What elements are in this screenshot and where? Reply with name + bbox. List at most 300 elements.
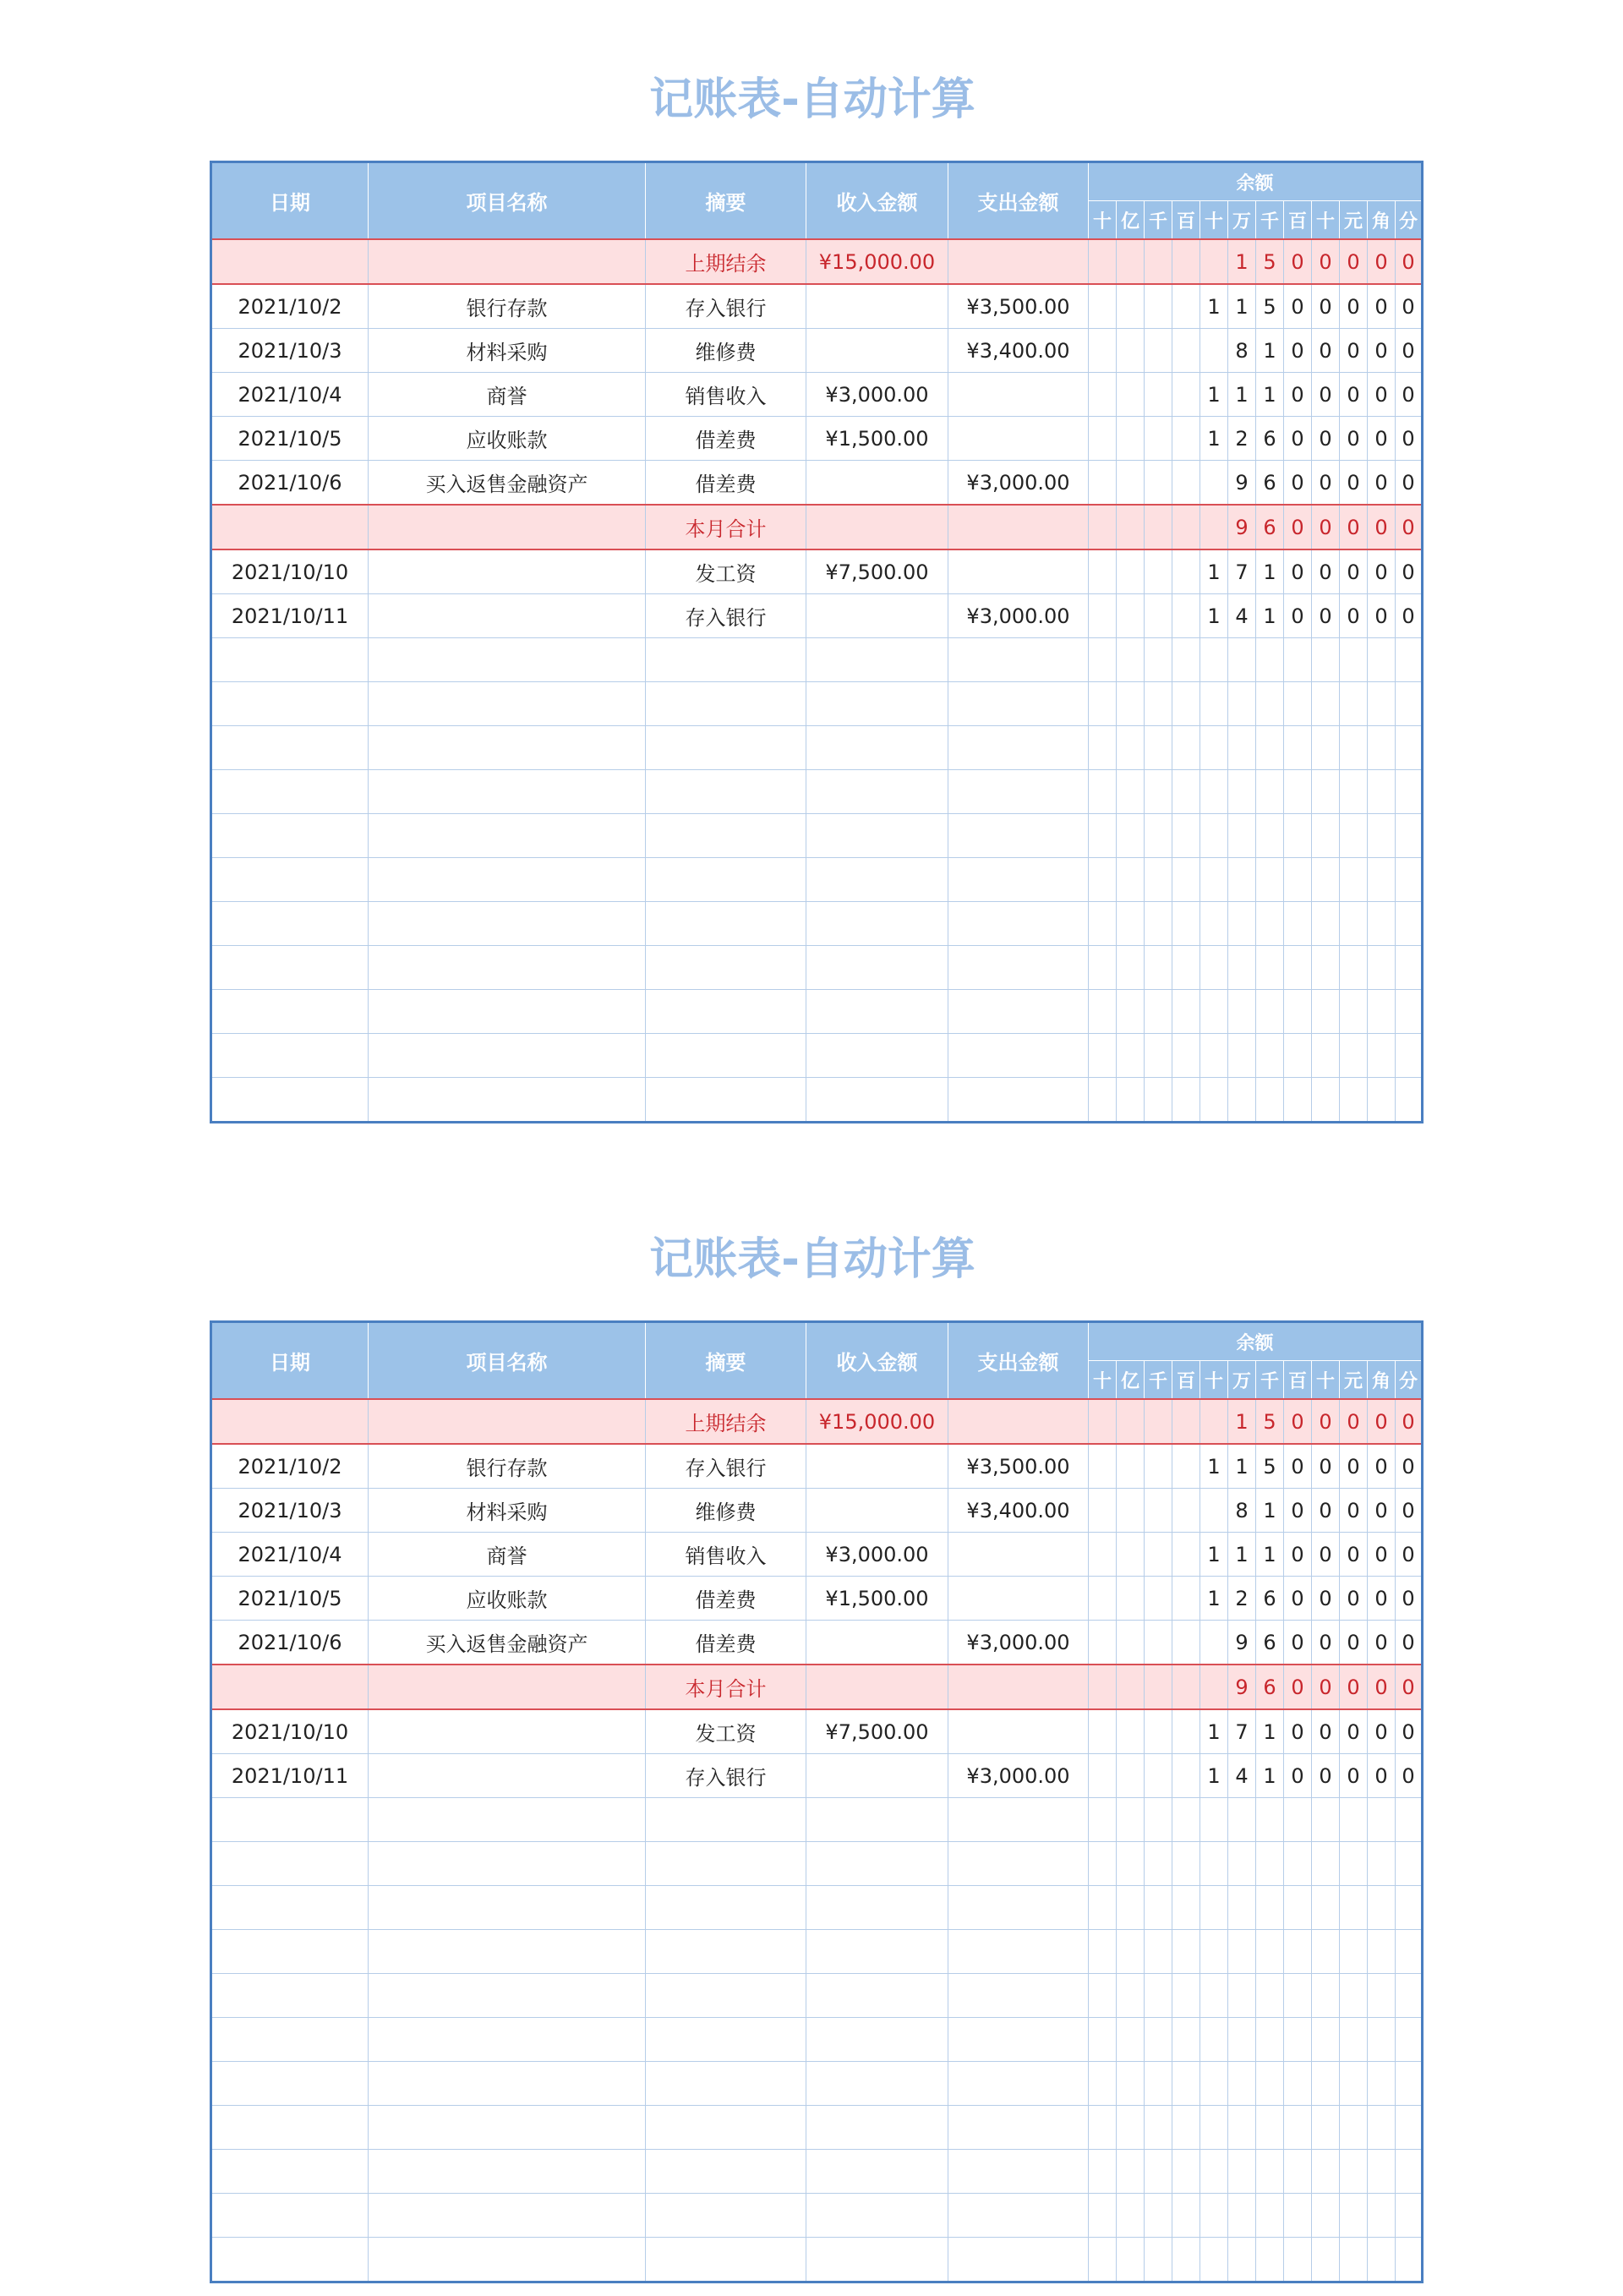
empty-cell [1145,946,1172,990]
cell-balance-digit: 1 [1200,284,1228,329]
empty-cell [1089,858,1117,902]
cell-balance-digit [1117,1621,1145,1665]
empty-cell [1172,1798,1200,1842]
empty-cell [1368,2062,1396,2106]
cell-balance-digit [1089,549,1117,594]
empty-cell [646,1974,806,2018]
cell-item [369,1709,646,1754]
empty-cell [1256,2106,1284,2150]
empty-cell [211,946,369,990]
cell-summary: 上期结余 [646,1399,806,1444]
empty-cell [948,2194,1089,2238]
cell-balance-digit: 1 [1256,1489,1284,1533]
cell-balance-digit: 0 [1312,1621,1340,1665]
cell-item: 买入返售金融资产 [369,461,646,506]
cell-balance-digit [1117,417,1145,461]
cell-balance-digit: 1 [1228,1533,1256,1577]
empty-cell [1089,770,1117,814]
empty-cell [1312,2106,1340,2150]
cell-balance-digit [1172,1444,1200,1489]
empty-cell [369,1974,646,2018]
col-item-header: 项目名称 [369,162,646,240]
empty-cell [1284,1842,1312,1886]
empty-cell [1228,1798,1256,1842]
cell-balance-digit: 0 [1312,505,1340,549]
empty-cell [1312,990,1340,1034]
cell-balance-digit: 0 [1284,594,1312,638]
cell-expense: ¥3,000.00 [948,1621,1089,1665]
table-row [211,594,1423,638]
empty-cell [1340,2106,1368,2150]
empty-cell [646,2018,806,2062]
cell-balance-digit: 0 [1396,1444,1423,1489]
empty-cell [1089,2150,1117,2194]
empty-cell [1312,638,1340,682]
cell-balance-digit [1117,1665,1145,1709]
empty-cell [806,2238,948,2282]
cell-summary: 存入银行 [646,1754,806,1798]
empty-cell [1284,682,1312,726]
empty-row [211,2150,1423,2194]
empty-cell [1312,2150,1340,2194]
cell-income [806,461,948,506]
empty-cell [1117,1842,1145,1886]
cell-balance-digit [1172,1621,1200,1665]
empty-cell [948,990,1089,1034]
empty-cell [369,1930,646,1974]
cell-balance-digit: 0 [1396,1754,1423,1798]
cell-balance-digit: 0 [1284,1621,1312,1665]
empty-cell [646,858,806,902]
empty-cell [1172,1842,1200,1886]
ledger-title: 记账表-自动计算 [649,1234,975,1285]
cell-item [369,594,646,638]
empty-cell [1172,1886,1200,1930]
empty-cell [1172,2062,1200,2106]
table-row [211,1577,1423,1621]
cell-balance-digit: 1 [1256,329,1284,373]
empty-cell [1117,726,1145,770]
empty-cell [806,2018,948,2062]
cell-balance-digit: 1 [1228,1444,1256,1489]
cell-summary: 本月合计 [646,1665,806,1709]
cell-balance-digit [1145,417,1172,461]
cell-summary: 维修费 [646,329,806,373]
table-header [211,162,1423,240]
cell-date [211,239,369,284]
empty-cell [1145,2106,1172,2150]
col-digit-header: 十 [1200,201,1228,240]
cell-balance-digit [1172,1533,1200,1577]
summary-row [211,239,1423,284]
cell-income [806,284,948,329]
cell-income: ¥15,000.00 [806,1399,948,1444]
cell-balance-digit: 0 [1368,1621,1396,1665]
col-expense-header: 支出金额 [948,1322,1089,1400]
col-digit-header: 亿 [1117,1361,1145,1400]
cell-balance-digit [1172,1709,1200,1754]
empty-cell [1368,858,1396,902]
empty-cell [948,946,1089,990]
cell-balance-digit: 0 [1340,1489,1368,1533]
empty-cell [646,1798,806,1842]
empty-cell [211,726,369,770]
empty-cell [1340,2018,1368,2062]
empty-cell [1200,1886,1228,1930]
cell-balance-digit: 0 [1368,1754,1396,1798]
cell-balance-digit [1117,1489,1145,1533]
cell-summary: 销售收入 [646,1533,806,1577]
cell-item [369,1665,646,1709]
cell-balance-digit: 5 [1256,239,1284,284]
cell-balance-digit [1145,284,1172,329]
cell-balance-digit: 7 [1228,549,1256,594]
empty-cell [646,682,806,726]
empty-cell [1312,1842,1340,1886]
empty-cell [1368,1078,1396,1123]
cell-balance-digit [1089,1489,1117,1533]
cell-balance-digit: 0 [1284,1709,1312,1754]
empty-cell [1172,946,1200,990]
cell-balance-digit: 0 [1312,1754,1340,1798]
empty-cell [1228,814,1256,858]
cell-balance-digit: 1 [1200,373,1228,417]
cell-expense [948,1709,1089,1754]
cell-balance-digit: 0 [1368,1533,1396,1577]
empty-cell [1368,1974,1396,2018]
cell-income: ¥15,000.00 [806,239,948,284]
empty-cell [1117,770,1145,814]
cell-balance-digit: 0 [1340,1665,1368,1709]
cell-balance-digit [1089,594,1117,638]
table-row [211,284,1423,329]
empty-cell [806,1974,948,2018]
empty-cell [211,814,369,858]
col-digit-header: 亿 [1117,201,1145,240]
empty-cell [1089,2194,1117,2238]
col-digit-header: 元 [1340,1361,1368,1400]
empty-cell [1172,990,1200,1034]
cell-balance-digit [1089,461,1117,506]
cell-balance-digit: 0 [1284,1399,1312,1444]
cell-income [806,1444,948,1489]
cell-date [211,1399,369,1444]
cell-balance-digit: 0 [1284,1533,1312,1577]
empty-cell [1340,726,1368,770]
cell-balance-digit: 0 [1312,239,1340,284]
cell-balance-digit [1089,1665,1117,1709]
empty-cell [1145,2150,1172,2194]
col-digit-header: 十 [1312,1361,1340,1400]
cell-balance-digit: 0 [1368,417,1396,461]
empty-cell [1117,1930,1145,1974]
cell-balance-digit: 1 [1256,1709,1284,1754]
empty-cell [646,1842,806,1886]
cell-balance-digit: 6 [1256,461,1284,506]
empty-cell [1228,2018,1256,2062]
empty-row [211,2194,1423,2238]
empty-cell [211,2150,369,2194]
empty-cell [1200,1078,1228,1123]
cell-balance-digit: 0 [1284,329,1312,373]
cell-item: 材料采购 [369,329,646,373]
empty-cell [1340,2194,1368,2238]
col-digit-header: 百 [1172,201,1200,240]
empty-cell [1284,1798,1312,1842]
cell-balance-digit: 1 [1228,239,1256,284]
empty-cell [1228,2194,1256,2238]
col-digit-header: 千 [1145,1361,1172,1400]
col-digit-header: 角 [1368,201,1396,240]
cell-balance-digit: 1 [1200,594,1228,638]
empty-cell [646,1034,806,1078]
empty-cell [948,2106,1089,2150]
empty-row [211,1842,1423,1886]
empty-cell [1228,770,1256,814]
empty-cell [1172,814,1200,858]
col-digit-header: 百 [1284,201,1312,240]
empty-cell [1089,1974,1117,2018]
cell-balance-digit: 1 [1200,1577,1228,1621]
cell-balance-digit: 0 [1396,1489,1423,1533]
empty-cell [369,946,646,990]
cell-balance-digit [1117,329,1145,373]
cell-balance-digit: 0 [1340,505,1368,549]
cell-balance-digit: 0 [1312,1665,1340,1709]
cell-balance-digit [1145,594,1172,638]
empty-cell [1340,1034,1368,1078]
empty-cell [948,2062,1089,2106]
cell-balance-digit [1200,1665,1228,1709]
cell-balance-digit: 1 [1200,1754,1228,1798]
empty-cell [806,1798,948,1842]
empty-cell [1396,1034,1423,1078]
cell-balance-digit [1089,1444,1117,1489]
cell-balance-digit [1089,1754,1117,1798]
cell-balance-digit [1117,1709,1145,1754]
empty-cell [1228,2062,1256,2106]
cell-balance-digit: 1 [1200,1533,1228,1577]
empty-cell [1312,902,1340,946]
empty-cell [1284,946,1312,990]
cell-balance-digit: 0 [1396,594,1423,638]
cell-balance-digit: 0 [1368,239,1396,284]
empty-cell [1089,1930,1117,1974]
cell-balance-digit: 0 [1340,1444,1368,1489]
cell-balance-digit [1200,1621,1228,1665]
empty-cell [1145,1974,1172,2018]
cell-balance-digit [1117,1754,1145,1798]
empty-cell [646,2238,806,2282]
empty-cell [1172,2018,1200,2062]
cell-expense: ¥3,000.00 [948,1754,1089,1798]
col-item-header: 项目名称 [369,1322,646,1400]
cell-balance-digit [1117,239,1145,284]
empty-cell [1172,2194,1200,2238]
cell-balance-digit: 6 [1256,1621,1284,1665]
empty-cell [1340,2238,1368,2282]
empty-cell [1396,1886,1423,1930]
cell-item: 商誉 [369,373,646,417]
cell-date: 2021/10/6 [211,461,369,506]
cell-balance-digit: 1 [1200,1444,1228,1489]
empty-cell [1396,2106,1423,2150]
empty-cell [948,1078,1089,1123]
empty-cell [1396,726,1423,770]
cell-balance-digit [1172,1489,1200,1533]
empty-cell [211,1078,369,1123]
cell-item: 银行存款 [369,1444,646,1489]
cell-expense [948,1665,1089,1709]
cell-balance-digit [1089,505,1117,549]
cell-balance-digit: 0 [1368,549,1396,594]
cell-balance-digit: 9 [1228,461,1256,506]
empty-cell [1200,814,1228,858]
cell-balance-digit: 8 [1228,1489,1256,1533]
empty-cell [1145,858,1172,902]
cell-balance-digit: 0 [1284,505,1312,549]
empty-cell [948,1034,1089,1078]
cell-balance-digit [1145,329,1172,373]
cell-balance-digit [1089,239,1117,284]
cell-date: 2021/10/11 [211,1754,369,1798]
cell-balance-digit: 0 [1396,373,1423,417]
cell-balance-digit [1145,549,1172,594]
empty-row [211,2238,1423,2282]
empty-cell [1117,1034,1145,1078]
cell-income [806,1665,948,1709]
cell-balance-digit: 1 [1200,1709,1228,1754]
cell-balance-digit: 1 [1228,1399,1256,1444]
empty-cell [1145,1034,1172,1078]
empty-cell [1396,1078,1423,1123]
empty-cell [1340,1842,1368,1886]
cell-balance-digit: 0 [1396,284,1423,329]
empty-cell [369,2106,646,2150]
cell-balance-digit: 1 [1200,417,1228,461]
empty-cell [646,1930,806,1974]
empty-cell [1145,1930,1172,1974]
empty-cell [1145,2018,1172,2062]
cell-income [806,329,948,373]
empty-cell [1172,1078,1200,1123]
cell-balance-digit: 1 [1256,1754,1284,1798]
cell-balance-digit: 0 [1368,329,1396,373]
empty-cell [1256,858,1284,902]
cell-balance-digit: 0 [1396,1399,1423,1444]
empty-cell [1312,726,1340,770]
empty-cell [1368,682,1396,726]
table-row [211,461,1423,506]
empty-cell [1368,1798,1396,1842]
cell-balance-digit: 0 [1396,549,1423,594]
table-row [211,1533,1423,1577]
cell-balance-digit: 0 [1340,461,1368,506]
empty-cell [806,2150,948,2194]
cell-balance-digit [1117,1533,1145,1577]
cell-date: 2021/10/4 [211,373,369,417]
empty-cell [1368,2194,1396,2238]
ledger-table [210,161,1424,1123]
cell-balance-digit [1117,1577,1145,1621]
empty-cell [369,1886,646,1930]
empty-cell [1396,2018,1423,2062]
cell-balance-digit: 0 [1312,1444,1340,1489]
cell-balance-digit: 1 [1256,549,1284,594]
empty-cell [1145,1886,1172,1930]
empty-cell [1200,1798,1228,1842]
empty-cell [646,726,806,770]
col-digit-header: 元 [1340,201,1368,240]
empty-cell [1117,990,1145,1034]
empty-cell [1256,1034,1284,1078]
empty-cell [211,990,369,1034]
cell-income [806,1621,948,1665]
empty-cell [1256,946,1284,990]
empty-row [211,814,1423,858]
cell-balance-digit: 6 [1256,505,1284,549]
empty-cell [1145,682,1172,726]
cell-balance-digit: 4 [1228,1754,1256,1798]
empty-cell [211,2106,369,2150]
empty-cell [1284,990,1312,1034]
cell-balance-digit: 5 [1256,284,1284,329]
empty-cell [646,946,806,990]
empty-cell [1089,2106,1117,2150]
empty-cell [1340,2150,1368,2194]
cell-expense: ¥3,000.00 [948,594,1089,638]
cell-date: 2021/10/2 [211,284,369,329]
cell-income [806,1754,948,1798]
cell-balance-digit: 0 [1312,373,1340,417]
empty-cell [1172,2150,1200,2194]
cell-date: 2021/10/4 [211,1533,369,1577]
empty-cell [1284,1034,1312,1078]
empty-cell [1089,682,1117,726]
empty-cell [211,638,369,682]
cell-expense: ¥3,000.00 [948,461,1089,506]
cell-balance-digit [1145,1399,1172,1444]
empty-cell [1312,814,1340,858]
cell-balance-digit: 0 [1396,1533,1423,1577]
cell-balance-digit [1089,284,1117,329]
empty-cell [1256,1886,1284,1930]
empty-cell [1145,726,1172,770]
empty-cell [1340,858,1368,902]
cell-date: 2021/10/3 [211,1489,369,1533]
empty-cell [1089,990,1117,1034]
empty-cell [948,682,1089,726]
cell-income: ¥1,500.00 [806,417,948,461]
empty-row [211,1034,1423,1078]
empty-cell [1117,1886,1145,1930]
empty-cell [1284,1078,1312,1123]
empty-cell [806,946,948,990]
cell-balance-digit [1172,417,1200,461]
empty-cell [1256,2018,1284,2062]
empty-cell [1396,858,1423,902]
empty-cell [1284,1886,1312,1930]
cell-date: 2021/10/5 [211,417,369,461]
empty-cell [1089,902,1117,946]
empty-cell [1368,726,1396,770]
cell-balance-digit: 0 [1284,284,1312,329]
cell-item [369,1399,646,1444]
empty-cell [1312,1034,1340,1078]
empty-cell [948,814,1089,858]
cell-balance-digit: 0 [1312,417,1340,461]
cell-balance-digit: 1 [1256,1533,1284,1577]
